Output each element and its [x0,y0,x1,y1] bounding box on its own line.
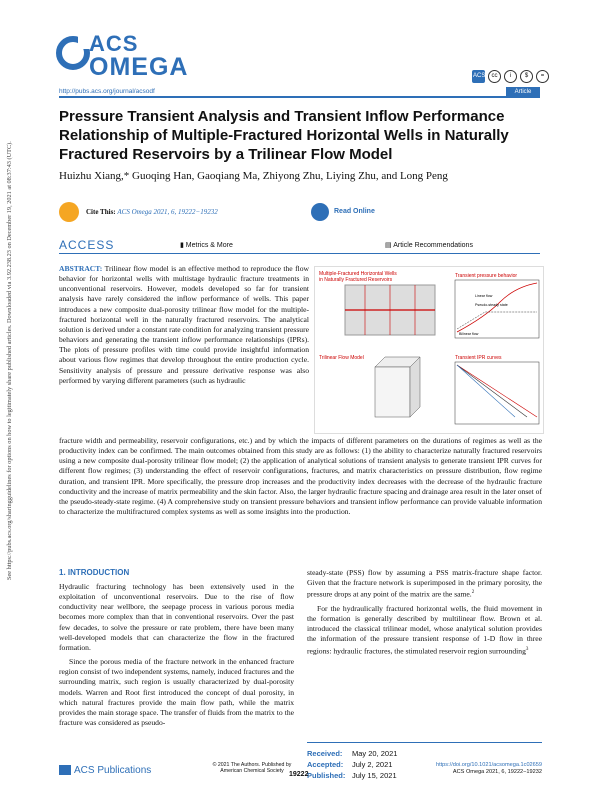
intro-column-1 [59,582,294,728]
intro-paragraph-3-text: steady-state (PSS) flow by assuming a PSS matrix-fracture shape factor. Given that the fracture network is superimposed in the primary porosity, the pressure drops at any point of the matrix are the same. [307,568,542,599]
toc-pressure-axes [455,280,539,338]
toc-legend-bilinear: Bilinear flow [459,332,479,336]
toc-panel3-title: Trilinear Flow Model [319,355,364,361]
toc-panel2-title: Transient pressure behavior [455,273,518,279]
intro-column-2 [307,568,542,656]
abstract-text-1: Trilinear flow model is an effective method to reproduce the flow behavior for horizontal wells with multistage hydraulic fracture treatments in unconventional reservoirs. However, models developed so far for transient analysis have rarely considered the inflow performance of wells. This paper introduces a new composite dual-porosity trilinear flow model for the multiple-fractured horizontal well in the naturally fractured reservoirs. The analytical solution is derived under a constant rate condition for analyzing transient pressure behaviors and generating the transient inflow performance relationships (IPRs). The plots of pressure profiles with time could provide insightful information about various flow regimes that develop throughout the entire production cycle. Sensitivity analysis of pressure and pressure derivative response was also performed by varying different parameters (such as hydraulic [59,264,309,385]
copyright-line-2: American Chemical Society [220,768,284,774]
metrics-label: Metrics & More [185,242,233,249]
toc-panel1-subtitle: in Naturally Fractured Reservoirs [319,277,393,283]
acs-publications-icon [59,765,71,775]
intro-paragraph-3 [307,568,542,600]
access-rule [59,253,540,254]
header-rule [59,96,540,98]
toc-ipr-axes [455,362,539,424]
toc-panel4-title: Transient IPR curves [455,355,502,361]
intro-paragraph-4 [307,604,542,656]
journal-url[interactable]: http://pubs.acs.org/journal/acsodf [59,88,155,95]
page-number: 19222 [289,771,309,778]
accepted-label: Accepted: [307,760,344,769]
toc-graphic [314,266,544,434]
read-online-icon[interactable] [311,203,329,221]
intro-paragraph-1: Hydraulic fracturing technology has been extensively used in the exploitation of unconventional reservoirs. Due to the rise of flow conductivity near wellbore, the seepage process in various porous media becomes more complex than that in conventional reservoirs. Over the past few decades, to solve the pressure or rate problem, there have been many well-developed models that can characterize the flow in the fractured formation. [59,582,294,652]
metrics-link[interactable]: ▮ Metrics & More [180,242,233,249]
abstract-part2: fracture width and permeability, reservoir configurations, etc.) and by which the impacts of different parameters on the durations of regimes as well as the productivity index can be confirmed. The main outcomes obtained from this study are as follows: (1) the ability to characterize naturally fractured reservoirs using a new composite dual-porosity trilinear flow model; (2) the application of analytical solutions of transient analysis to generate transient IPR curves for different flow regimes; (3) understanding the effect of reservoir configurations, fractures, and matrix characteristics on pressure distribution, flow regime duration, and transient IPR. More specifically, the pressure drop increases and the productivity index decreases with the decrease of the hydraulic fracture conductivity and the increase of matrix permeability and the skin factor. Also, the larger hydraulic fracture spacing and drainage area result in the later onset of the pseudo-steady-state regime. (4) A comprehensive study on transient pressure behaviors and transient inflow performance can provide valuable information to characterize the multifractured complex systems as well as some insights into the production. [59,436,542,517]
author-list: Huizhu Xiang,* Guoqing Han, Gaoqiang Ma, Zhiyong Zhu, Liying Zhu, and Long Peng [59,170,448,182]
received-date: May 20, 2021 [352,749,398,758]
toc-legend-linear: Linear flow [475,294,493,298]
article-type-badge: Article [506,87,540,97]
doi-link[interactable]: https://doi.org/10.1021/acsomega.1c02659 [435,762,542,768]
logo-acs-text: ACS [89,31,139,56]
received-row [307,748,397,759]
cite-icon[interactable] [59,202,79,222]
section-heading: 1. INTRODUCTION [59,568,130,577]
license-icons [472,70,549,83]
sidebar-text: See https://pubs.acs.org/sharingguidelines for options on how to legitimately share published articles. Downloaded via 3.92.238.23 on December 19, 2021 at 08:37:43 (UTC). [6,141,13,580]
accepted-date: July 2, 2021 [352,760,393,769]
dates-rule [307,742,542,743]
publication-dates [307,748,397,781]
acs-publications-logo[interactable] [59,765,151,776]
received-label: Received: [307,749,343,758]
cite-reference: ACS Omega 2021, 6, 19222−19232 [117,208,218,216]
toc-panel1-title: Multiple-Fractured Horizontal Wells [319,271,397,277]
attribution-icon: i [504,70,517,83]
recommendations-label: Article Recommendations [393,242,473,249]
recommendations-link[interactable]: ▤ Article Recommendations [385,242,473,249]
footer-citation [420,762,542,776]
acs-omega-logo-mark [54,31,92,75]
acs-publications-text: ACS Publications [74,765,152,776]
intro-paragraph-4-text: For the hydraulically fractured horizontal wells, the fluid movement in the formation is generally described by multilinear flow. Brown et al. introduced the classical trilinear model, whose analytical solution provides the information of the pressure transient response of 1-D flow in three regions: hydraulic fractures, the stimulated reservoir region surrounding [307,604,542,656]
creative-commons-icon: cc [488,70,501,83]
toc-box-side [410,357,420,417]
footer-reference: ACS Omega 2021, 6, 19222−19232 [452,769,542,775]
logo-omega-text: OMEGA [89,53,189,81]
published-label: Published: [307,771,346,780]
ref-2[interactable]: 2 [471,590,475,596]
accepted-row [307,759,397,770]
acs-authorchoice-icon: ACS [472,70,485,83]
toc-figure [315,267,543,433]
access-label: ACCESS [59,238,115,252]
noncommercial-icon: $ [520,70,533,83]
published-row [307,770,397,781]
abstract-part1 [59,264,309,386]
download-sidebar [6,140,30,580]
published-date: July 15, 2021 [352,771,397,780]
noderivatives-icon: = [536,70,549,83]
cite-text[interactable] [86,208,218,216]
ref-3[interactable]: 3 [525,646,529,652]
article-title: Pressure Transient Analysis and Transient Inflow Performance Relationship of Multiple-Fractured Horizontal Wells in Naturally Fractured Reservoirs by a Trilinear Flow Model [59,108,509,163]
abstract-label: ABSTRACT: [59,264,103,273]
journal-logo [89,33,188,79]
toc-legend-pss: Pseudo-steady state [475,303,508,307]
copyright-line-1: © 2021 The Authors. Published by [212,762,292,768]
cite-label: Cite This: [86,208,116,216]
toc-box-front [375,367,410,417]
read-online-link[interactable]: Read Online [334,208,375,215]
intro-paragraph-2: Since the porous media of the fracture network in the enhanced fracture region consist of two independent systems, namely, induced fractures and the surrounding matrix, such region is usually characterized by dual-porosity models. Warren and Root first introduced the concept of dual porosity, in which natural fractures provide the main flow path, while the matrix provides the main storage space. The transfer of fluids from the matrix to the fracture was considered as pseudo- [59,657,294,728]
cite-bar [59,200,379,226]
